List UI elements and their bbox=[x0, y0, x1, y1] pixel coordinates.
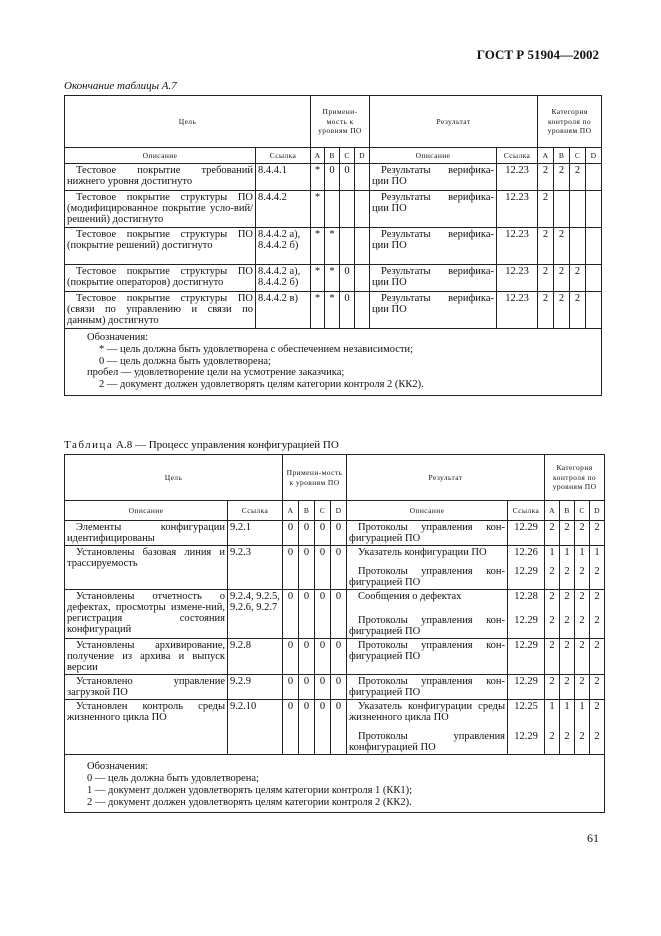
table2-notes: Обозначения: 0 — цель должна быть удовлетворена; 1 — документ должен удовлетворять целям категории контроля 1 (КК1); 2 — документ должен удовлетворять целям категории контроля 2 (КК2). bbox=[65, 755, 605, 813]
result-ref-header: Ссылка bbox=[508, 501, 545, 521]
category-value: 1 bbox=[594, 547, 600, 559]
category-cell bbox=[545, 521, 560, 546]
table-row bbox=[65, 590, 605, 639]
result-reference: 12.23 bbox=[497, 292, 538, 329]
cat-level-b: B bbox=[560, 501, 575, 521]
applicability-cell bbox=[340, 228, 355, 265]
result-reference bbox=[508, 521, 545, 546]
result-description bbox=[347, 700, 508, 755]
category-value: 2 bbox=[579, 615, 585, 627]
applicability-cell: 0 bbox=[299, 521, 315, 546]
result-ref-line: 12.28 bbox=[514, 591, 538, 603]
applicability-cell: 0 bbox=[315, 590, 331, 639]
category-value: 2 bbox=[594, 731, 600, 743]
category-value: 1 bbox=[549, 701, 555, 713]
category-cell bbox=[590, 700, 605, 755]
category-value: 1 bbox=[579, 547, 585, 559]
result-ref-line: 12.29 bbox=[514, 522, 538, 533]
category-value: 2 bbox=[594, 640, 600, 652]
table-row bbox=[65, 265, 602, 292]
category-value: 2 bbox=[549, 640, 555, 652]
category-value: 1 bbox=[564, 701, 570, 713]
category-value: 1 bbox=[564, 547, 570, 559]
category-value: 2 bbox=[564, 591, 570, 603]
goal-reference: 8.4.4.2 в) bbox=[256, 292, 311, 329]
table-row bbox=[65, 521, 605, 546]
category-value: 2 bbox=[594, 522, 600, 533]
category-value: 2 bbox=[579, 676, 585, 688]
result-ref-line: 12.29 bbox=[514, 640, 538, 652]
category-cell bbox=[590, 521, 605, 546]
category-cell bbox=[590, 590, 605, 639]
applicability-cell: 0 bbox=[331, 590, 347, 639]
ref-header: Ссылка bbox=[256, 148, 311, 164]
page-header: ГОСТ Р 51904—2002 bbox=[476, 47, 599, 62]
applicability-cell: 0 bbox=[283, 700, 299, 755]
category-cell bbox=[575, 590, 590, 639]
applicability-cell: * bbox=[325, 265, 340, 292]
result-ref-line: 12.29 bbox=[514, 615, 538, 627]
goal-description: Установлен контроль среды жизненного цикла ПО bbox=[65, 700, 228, 755]
table-a8 bbox=[64, 454, 605, 813]
result-description: Результаты верифика-ции ПО bbox=[370, 292, 497, 329]
category-value: 1 bbox=[579, 701, 585, 713]
category-value: 2 bbox=[579, 731, 585, 743]
category-cell bbox=[570, 228, 586, 265]
category-cell: 2 bbox=[570, 292, 586, 329]
goal-description: Установлены отчетность о дефектах, просмотры измене-ний, регистрация состояния конфигураций bbox=[65, 590, 228, 639]
result-ref-line: 12.29 bbox=[514, 566, 538, 578]
result-reference bbox=[508, 590, 545, 639]
applicability-cell: 0 bbox=[315, 546, 331, 590]
cat-level-d: D bbox=[586, 148, 602, 164]
applicability-cell: 0 bbox=[283, 675, 299, 700]
applicability-cell bbox=[325, 191, 340, 228]
category-cell: 2 bbox=[570, 265, 586, 292]
level-b: B bbox=[299, 501, 315, 521]
table-a7-end bbox=[64, 95, 602, 396]
category-cell bbox=[560, 700, 575, 755]
result-reference bbox=[508, 700, 545, 755]
category-cell: 2 bbox=[538, 228, 554, 265]
applicability-cell: 0 bbox=[299, 546, 315, 590]
category-cell bbox=[586, 292, 602, 329]
cat-level-a: A bbox=[538, 148, 554, 164]
cat-level-d: D bbox=[590, 501, 605, 521]
category-value: 2 bbox=[564, 640, 570, 652]
category-header: Категория контроля по уровням ПО bbox=[545, 455, 605, 501]
goal-description: Установлены архивирование, получение из архива и выпуск версии bbox=[65, 639, 228, 675]
applicability-cell: * bbox=[325, 228, 340, 265]
result-header: Результат bbox=[370, 96, 538, 148]
category-value: 2 bbox=[564, 731, 570, 743]
result-ref-line: 12.29 bbox=[514, 676, 538, 688]
category-value: 2 bbox=[594, 615, 600, 627]
applicability-cell: 0 bbox=[331, 675, 347, 700]
category-cell bbox=[575, 639, 590, 675]
category-cell bbox=[586, 265, 602, 292]
category-cell: 2 bbox=[538, 164, 554, 191]
result-line: Сообщения о дефектах bbox=[358, 591, 462, 603]
category-cell: 2 bbox=[538, 191, 554, 228]
category-cell bbox=[560, 521, 575, 546]
category-value: 2 bbox=[549, 591, 555, 603]
category-value: 2 bbox=[594, 591, 600, 603]
table-row bbox=[65, 292, 602, 329]
result-ref-line: 12.29 bbox=[514, 731, 538, 743]
result-description bbox=[347, 675, 508, 700]
applicability-cell bbox=[355, 191, 370, 228]
result-description: Результаты верифика-ции ПО bbox=[370, 228, 497, 265]
result-reference bbox=[508, 675, 545, 700]
category-cell: 2 bbox=[554, 228, 570, 265]
level-c: C bbox=[340, 148, 355, 164]
result-line: Протоколы управления кон-фигурацией ПО bbox=[349, 640, 506, 663]
category-cell bbox=[560, 639, 575, 675]
applicability-cell: 0 bbox=[299, 675, 315, 700]
result-reference: 12.23 bbox=[497, 191, 538, 228]
category-value: 2 bbox=[594, 676, 600, 688]
category-value: 2 bbox=[579, 591, 585, 603]
cat-level-c: C bbox=[575, 501, 590, 521]
applicability-cell: * bbox=[311, 191, 325, 228]
category-cell bbox=[586, 228, 602, 265]
desc-header: Описание bbox=[65, 501, 228, 521]
category-value: 2 bbox=[564, 566, 570, 578]
level-b: B bbox=[325, 148, 340, 164]
category-cell bbox=[545, 590, 560, 639]
category-cell: 2 bbox=[554, 292, 570, 329]
goal-reference: 8.4.4.1 bbox=[256, 164, 311, 191]
applicability-cell: 0 bbox=[283, 546, 299, 590]
category-cell: 2 bbox=[554, 265, 570, 292]
applicability-cell: * bbox=[311, 265, 325, 292]
result-reference: 12.23 bbox=[497, 265, 538, 292]
result-desc-header: Описание bbox=[347, 501, 508, 521]
category-cell bbox=[560, 546, 575, 590]
category-cell bbox=[590, 546, 605, 590]
applicability-cell: 0 bbox=[315, 675, 331, 700]
goal-reference: 9.2.10 bbox=[228, 700, 283, 755]
category-cell: 2 bbox=[538, 292, 554, 329]
result-reference: 12.23 bbox=[497, 228, 538, 265]
result-line: Протоколы управления кон-фигурацией ПО bbox=[349, 676, 506, 699]
category-cell bbox=[586, 191, 602, 228]
category-cell bbox=[560, 590, 575, 639]
applicability-cell: 0 bbox=[331, 521, 347, 546]
category-cell bbox=[554, 191, 570, 228]
category-value: 2 bbox=[549, 522, 555, 533]
category-value: 2 bbox=[564, 615, 570, 627]
result-ref-line: 12.25 bbox=[514, 701, 538, 713]
result-line: Указатель конфигурации среды жизненного цикла ПО bbox=[349, 701, 506, 724]
goal-description: Тестовое покрытие структуры ПО (связи по управлению и связи по данным) достигнуто bbox=[65, 292, 256, 329]
level-c: C bbox=[315, 501, 331, 521]
applicability-cell: 0 bbox=[331, 700, 347, 755]
goal-description: Тестовое покрытие структуры ПО (покрытие операторов) достигнуто bbox=[65, 265, 256, 292]
goal-reference: 9.2.4, 9.2.5, 9.2.6, 9.2.7 bbox=[228, 590, 283, 639]
goal-description: Элементы конфигурации идентифицированы bbox=[65, 521, 228, 546]
level-a: A bbox=[283, 501, 299, 521]
result-reference: 12.23 bbox=[497, 164, 538, 191]
level-d: D bbox=[331, 501, 347, 521]
result-description bbox=[347, 546, 508, 590]
goal-description: Тестовое покрытие структуры ПО (покрытие решений) достигнуто bbox=[65, 228, 256, 265]
applicability-cell: * bbox=[311, 228, 325, 265]
applicability-cell: 0 bbox=[299, 700, 315, 755]
goal-header: Цель bbox=[65, 455, 283, 501]
category-cell bbox=[545, 639, 560, 675]
applicability-cell bbox=[355, 265, 370, 292]
category-cell: 2 bbox=[570, 164, 586, 191]
table2-caption: Таблица А.8 — Процесс управления конфигурацией ПО bbox=[64, 439, 339, 451]
table-row bbox=[65, 675, 605, 700]
result-ref-line: 12.26 bbox=[514, 547, 538, 559]
category-value: 2 bbox=[564, 676, 570, 688]
result-reference bbox=[508, 546, 545, 590]
category-value: 2 bbox=[579, 566, 585, 578]
category-cell bbox=[575, 675, 590, 700]
applicability-cell bbox=[340, 191, 355, 228]
category-cell bbox=[590, 675, 605, 700]
category-value: 2 bbox=[549, 566, 555, 578]
category-value: 1 bbox=[549, 547, 555, 559]
category-value: 2 bbox=[594, 566, 600, 578]
table1-caption: Окончание таблицы А.7 bbox=[64, 80, 177, 92]
table1-notes: Обозначения: * — цель должна быть удовлетворена с обеспечением независимости; 0 — цель должна быть удовлетворена; пробел — удовлетворение цели на усмотрение заказчика; 2 — документ должен удовлетворять целям категории контроля 2 (КК2). bbox=[65, 329, 602, 396]
goal-reference: 8.4.4.2 bbox=[256, 191, 311, 228]
result-description: Результаты верифика-ции ПО bbox=[370, 265, 497, 292]
applicability-cell bbox=[355, 164, 370, 191]
category-cell bbox=[560, 675, 575, 700]
goal-description: Установлены базовая линия и трассируемость bbox=[65, 546, 228, 590]
desc-header: Описание bbox=[65, 148, 256, 164]
category-cell bbox=[545, 700, 560, 755]
applicability-cell: * bbox=[311, 292, 325, 329]
category-value: 2 bbox=[594, 701, 600, 713]
applicability-cell: 0 bbox=[340, 164, 355, 191]
category-cell bbox=[586, 164, 602, 191]
page-number: 61 bbox=[587, 831, 599, 845]
category-value: 2 bbox=[579, 640, 585, 652]
result-desc-header: Описание bbox=[370, 148, 497, 164]
applicability-cell: 0 bbox=[340, 265, 355, 292]
table-row bbox=[65, 546, 605, 590]
applicability-cell: 0 bbox=[331, 546, 347, 590]
applicability-cell bbox=[355, 228, 370, 265]
category-value: 2 bbox=[579, 522, 585, 533]
table-row bbox=[65, 228, 602, 265]
goal-reference: 8.4.4.2 а), 8.4.4.2 б) bbox=[256, 228, 311, 265]
table-row bbox=[65, 164, 602, 191]
table-row bbox=[65, 700, 605, 755]
result-header: Результат bbox=[347, 455, 545, 501]
category-cell bbox=[545, 675, 560, 700]
result-reference bbox=[508, 639, 545, 675]
table-row bbox=[65, 191, 602, 228]
category-cell bbox=[545, 546, 560, 590]
applicability-cell: 0 bbox=[283, 639, 299, 675]
category-value: 2 bbox=[549, 731, 555, 743]
ref-header: Ссылка bbox=[228, 501, 283, 521]
level-a: A bbox=[311, 148, 325, 164]
applicability-cell: * bbox=[325, 292, 340, 329]
applicability-cell: * bbox=[311, 164, 325, 191]
goal-reference: 9.2.9 bbox=[228, 675, 283, 700]
category-value: 2 bbox=[549, 676, 555, 688]
category-cell: 2 bbox=[554, 164, 570, 191]
category-cell bbox=[575, 546, 590, 590]
applicability-cell: 0 bbox=[315, 521, 331, 546]
applicability-cell bbox=[355, 292, 370, 329]
applicability-cell: 0 bbox=[331, 639, 347, 675]
result-line: Протоколы управления конфигурацией ПО bbox=[349, 731, 506, 754]
applicability-cell: 0 bbox=[283, 590, 299, 639]
applicability-cell: 0 bbox=[299, 590, 315, 639]
category-cell bbox=[570, 191, 586, 228]
goal-reference: 8.4.4.2 а), 8.4.4.2 б) bbox=[256, 265, 311, 292]
applicability-cell: 0 bbox=[315, 700, 331, 755]
applicability-cell: 0 bbox=[283, 521, 299, 546]
cat-level-b: B bbox=[554, 148, 570, 164]
result-description: Результаты верифика-ции ПО bbox=[370, 164, 497, 191]
category-value: 2 bbox=[564, 522, 570, 533]
result-line: Указатель конфигурации ПО bbox=[358, 547, 487, 559]
result-description bbox=[347, 521, 508, 546]
category-header: Категория контроля по уровням ПО bbox=[538, 96, 602, 148]
applicability-cell: 0 bbox=[340, 292, 355, 329]
applicability-cell: 0 bbox=[315, 639, 331, 675]
category-value: 2 bbox=[549, 615, 555, 627]
result-description: Результаты верифика-ции ПО bbox=[370, 191, 497, 228]
level-d: D bbox=[355, 148, 370, 164]
category-cell: 2 bbox=[538, 265, 554, 292]
result-line: Протоколы управления кон-фигурацией ПО bbox=[349, 615, 506, 638]
goal-description: Установлено управление загрузкой ПО bbox=[65, 675, 228, 700]
goal-reference: 9.2.1 bbox=[228, 521, 283, 546]
result-description bbox=[347, 590, 508, 639]
applicability-cell: 0 bbox=[299, 639, 315, 675]
result-ref-header: Ссылка bbox=[497, 148, 538, 164]
goal-reference: 9.2.3 bbox=[228, 546, 283, 590]
goal-header: Цель bbox=[65, 96, 311, 148]
applicability-header: Примени-мость к уровням ПО bbox=[311, 96, 370, 148]
goal-reference: 9.2.8 bbox=[228, 639, 283, 675]
category-cell bbox=[590, 639, 605, 675]
category-cell bbox=[575, 521, 590, 546]
result-line: Протоколы управления кон-фигурацией ПО bbox=[349, 522, 506, 545]
goal-description: Тестовое покрытие требований нижнего уровня достигнуто bbox=[65, 164, 256, 191]
table-row bbox=[65, 639, 605, 675]
result-line: Протоколы управления кон-фигурацией ПО bbox=[349, 566, 506, 589]
goal-description: Тестовое покрытие структуры ПО (модифицированное покрытие усло-вий/решений) достигнуто bbox=[65, 191, 256, 228]
cat-level-c: C bbox=[570, 148, 586, 164]
cat-level-a: A bbox=[545, 501, 560, 521]
applicability-cell: 0 bbox=[325, 164, 340, 191]
applicability-header: Примени-мость к уровням ПО bbox=[283, 455, 347, 501]
result-description bbox=[347, 639, 508, 675]
category-cell bbox=[575, 700, 590, 755]
